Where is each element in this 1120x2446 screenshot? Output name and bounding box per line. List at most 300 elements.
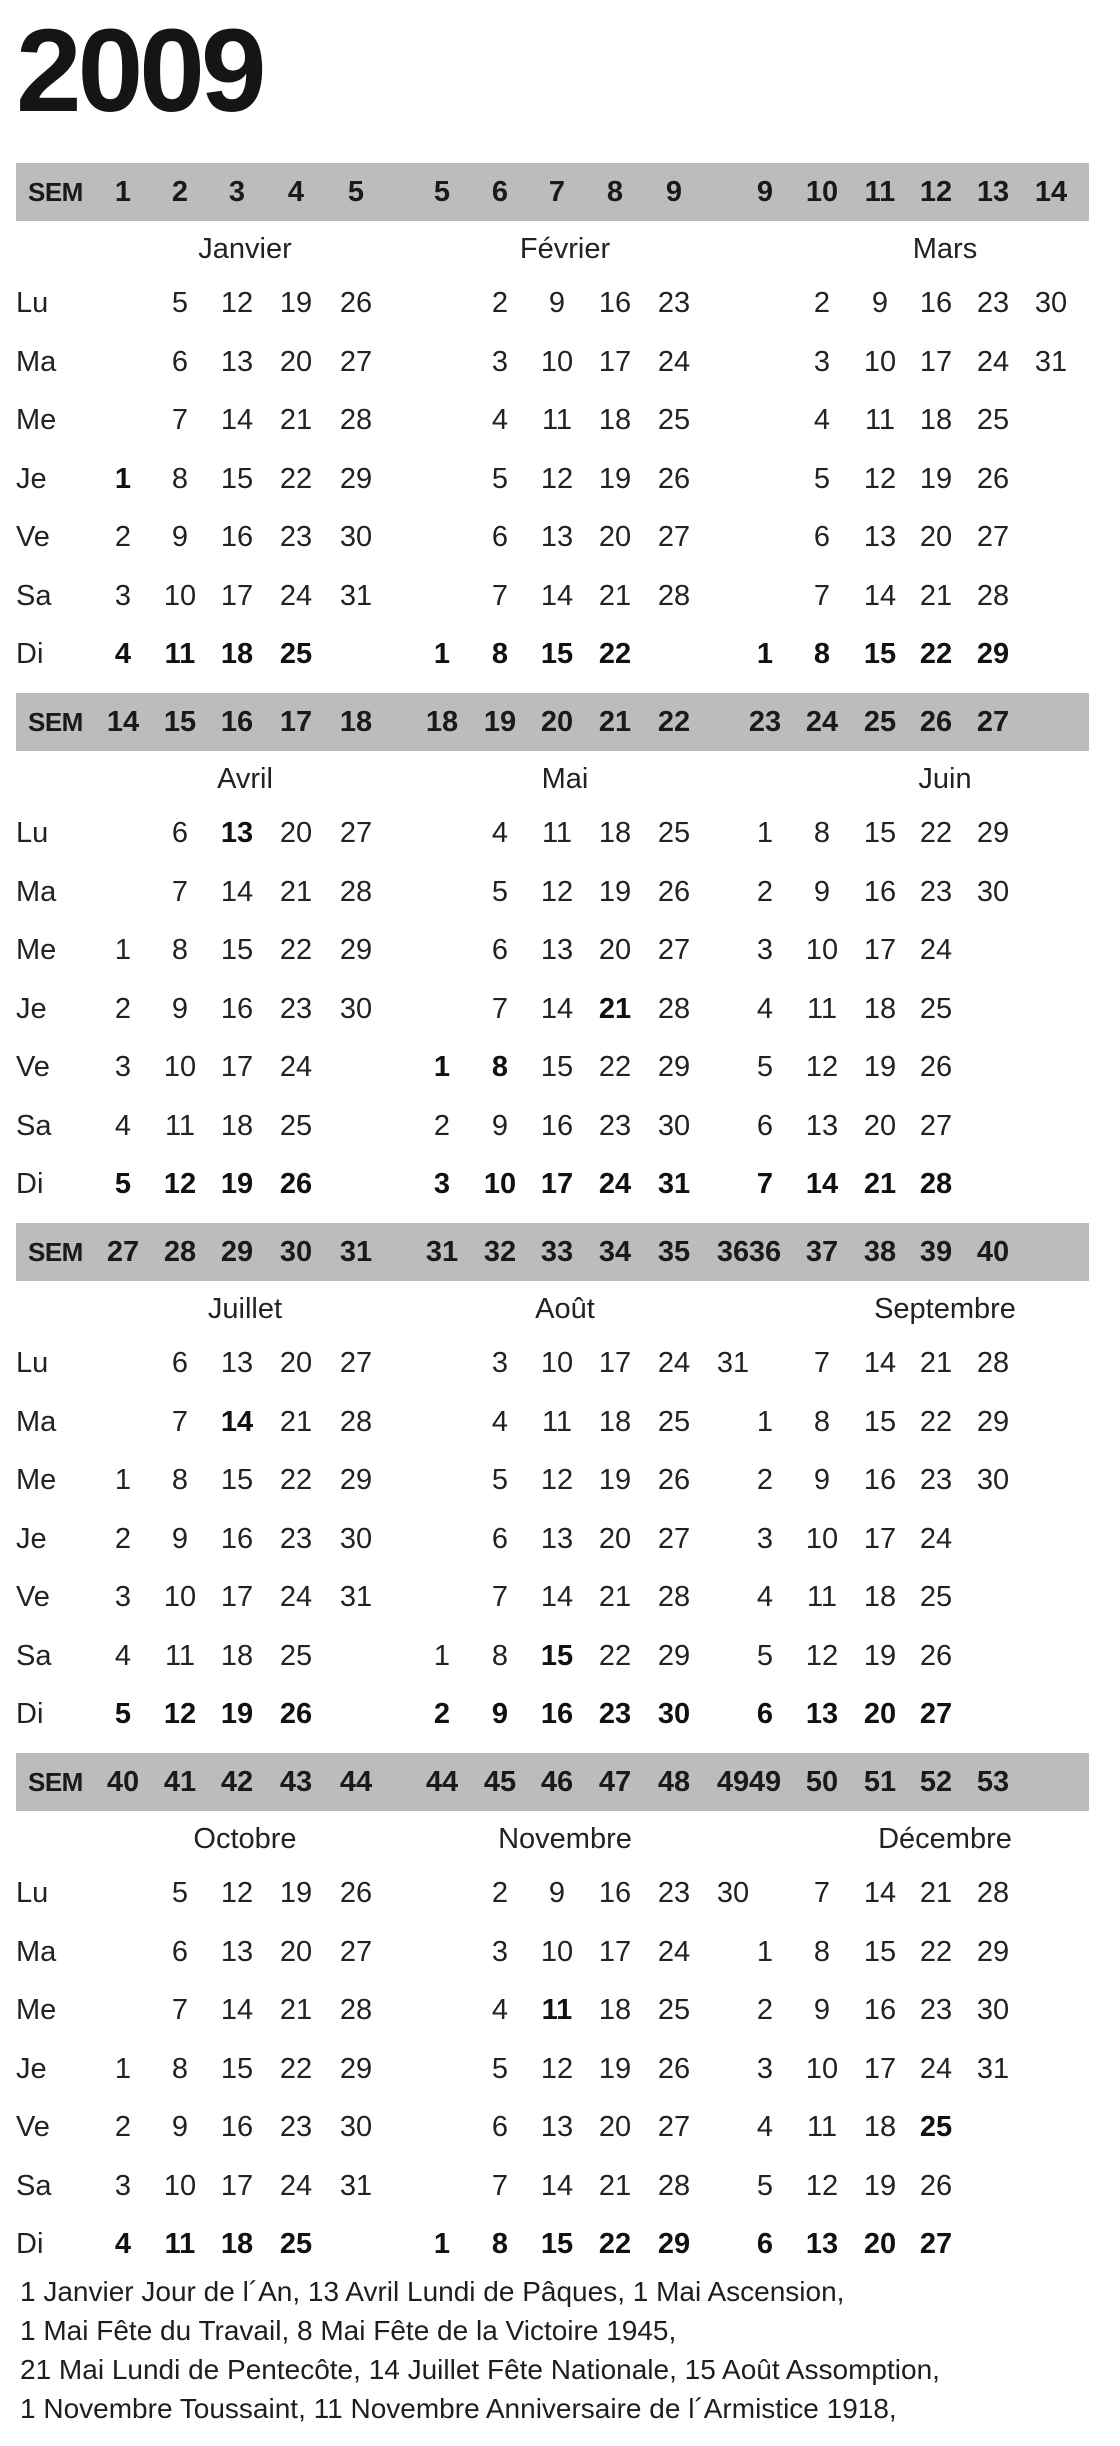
- day-cell: 27: [657, 521, 691, 553]
- day-cell: 19: [863, 1639, 897, 1672]
- day-cell: 26: [279, 1698, 313, 1730]
- day-cell: 6: [171, 345, 189, 378]
- day-cell: 26: [339, 1877, 373, 1909]
- weekday-label: Ma: [16, 1935, 57, 1968]
- day-cell: 7: [171, 1405, 189, 1438]
- day-cell: 2: [491, 1877, 509, 1909]
- day-cell: 19: [279, 287, 313, 319]
- day-cell: 14: [540, 992, 574, 1025]
- day-cell: 17: [220, 1051, 254, 1083]
- day-cell: 21: [598, 1581, 632, 1613]
- day-cell: 9: [813, 1464, 831, 1496]
- quarter-1: [0, 163, 1120, 693]
- week-number: 49: [716, 1766, 750, 1798]
- day-cell: 7: [491, 579, 509, 612]
- month-name: Janvier: [198, 233, 292, 265]
- day-cell: 12: [805, 1051, 839, 1083]
- day-cell: 9: [171, 521, 189, 553]
- day-cell: 24: [976, 345, 1010, 378]
- day-cell: 4: [491, 404, 509, 436]
- day-cell: 11: [164, 2228, 196, 2260]
- week-number: 8: [606, 176, 624, 208]
- quarter-4: [0, 1753, 1120, 2283]
- day-cell: 2: [114, 1522, 132, 1555]
- day-cell: 29: [976, 817, 1010, 849]
- day-cell: 28: [339, 404, 373, 436]
- weekday-label: Ve: [16, 1581, 50, 1613]
- day-cell: 28: [657, 579, 691, 612]
- day-cell: 26: [657, 875, 691, 908]
- day-cell: 3: [756, 934, 774, 966]
- holiday-list: [20, 2272, 1110, 2428]
- day-cell: 4: [114, 1109, 132, 1142]
- day-cell: 2: [813, 287, 831, 319]
- day-cell: 16: [863, 875, 897, 908]
- day-cell: 10: [163, 1051, 197, 1083]
- day-cell: 8: [171, 1464, 189, 1496]
- day-cell: 5: [756, 1639, 774, 1672]
- week-number-band: [16, 1753, 1089, 1811]
- weekday-label: Je: [16, 992, 47, 1025]
- month-name: Avril: [217, 763, 273, 795]
- day-cell: 6: [756, 1698, 774, 1730]
- day-cell: 16: [598, 287, 632, 319]
- day-cell: 31: [339, 579, 373, 612]
- day-cell: 5: [491, 462, 509, 495]
- day-cell: 13: [540, 1522, 574, 1555]
- day-cell: 17: [598, 345, 632, 378]
- day-cell: 4: [491, 817, 509, 849]
- week-number: 53: [976, 1766, 1010, 1798]
- day-cell: 13: [805, 1109, 839, 1142]
- day-cell: 16: [540, 1109, 574, 1142]
- day-cell: 17: [220, 1581, 254, 1613]
- day-cell: 20: [863, 1698, 897, 1730]
- day-cell: 22: [598, 1639, 632, 1672]
- day-cell: 2: [114, 521, 132, 553]
- day-cell: 25: [279, 638, 313, 670]
- day-cell: 1: [756, 817, 774, 849]
- day-cell: 4: [114, 1639, 132, 1672]
- day-cell: 10: [540, 1935, 574, 1968]
- day-cell: 5: [491, 875, 509, 908]
- day-cell: 30: [716, 1877, 750, 1909]
- day-cell: 1: [114, 1464, 132, 1496]
- day-cell: 25: [657, 1994, 691, 2026]
- day-cell: 9: [548, 1877, 566, 1909]
- day-cell: 10: [483, 1168, 517, 1200]
- day-cell: 27: [339, 1935, 373, 1968]
- day-cell: 9: [813, 1994, 831, 2026]
- day-cell: 23: [976, 287, 1010, 319]
- day-cell: 31: [657, 1168, 691, 1200]
- day-cell: 27: [339, 817, 373, 849]
- month-name: Juillet: [207, 1293, 283, 1325]
- day-cell: 2: [756, 1994, 774, 2026]
- day-cell: 22: [598, 638, 632, 670]
- day-cell: 22: [279, 462, 313, 495]
- day-cell: 8: [171, 2052, 189, 2085]
- day-cell: 2: [756, 1464, 774, 1496]
- day-cell: 7: [491, 2169, 509, 2202]
- day-cell: 12: [540, 1464, 574, 1496]
- week-number: 45: [483, 1766, 517, 1798]
- day-cell: 13: [540, 521, 574, 553]
- week-number: 23: [748, 706, 782, 738]
- week-number: 14: [1034, 176, 1068, 208]
- day-cell: 5: [491, 2052, 509, 2085]
- week-number: 6: [491, 176, 509, 208]
- day-cell: 19: [220, 1168, 254, 1200]
- day-cell: 13: [805, 1698, 839, 1730]
- quarter-2: [0, 693, 1120, 1223]
- day-cell: 3: [114, 579, 132, 612]
- day-cell: 24: [279, 1581, 313, 1613]
- month-name: Novembre: [498, 1823, 632, 1855]
- week-number: 18: [425, 706, 459, 738]
- day-cell: 18: [863, 2111, 897, 2143]
- week-number-band: [16, 1223, 1089, 1281]
- day-cell: 26: [657, 2052, 691, 2085]
- day-cell: 22: [279, 934, 313, 966]
- day-cell: 22: [919, 817, 953, 849]
- week-number: 44: [425, 1766, 459, 1798]
- week-number: 44: [339, 1766, 373, 1798]
- day-cell: 10: [863, 345, 897, 378]
- day-cell: 4: [756, 2111, 774, 2143]
- weekday-label: Me: [16, 934, 57, 966]
- day-cell: 21: [598, 2169, 632, 2202]
- day-cell: 1: [756, 1405, 774, 1438]
- day-cell: 5: [491, 1464, 509, 1496]
- day-cell: 19: [598, 875, 632, 908]
- day-cell: 11: [164, 638, 196, 670]
- day-cell: 16: [919, 287, 953, 319]
- day-cell: 25: [919, 992, 953, 1025]
- week-number: 9: [665, 176, 683, 208]
- day-cell: 21: [279, 1994, 313, 2026]
- day-cell: 15: [863, 638, 897, 670]
- day-cell: 11: [806, 2111, 838, 2143]
- day-cell: 1: [433, 2228, 451, 2260]
- day-cell: 25: [919, 1581, 953, 1613]
- day-cell: 6: [756, 2228, 774, 2260]
- calendar-year: 2009: [16, 5, 263, 137]
- day-cell: 24: [657, 345, 691, 378]
- day-cell: 20: [598, 2111, 632, 2143]
- week-number: 24: [805, 706, 839, 738]
- day-cell: 16: [863, 1994, 897, 2026]
- day-cell: 21: [919, 1877, 953, 1909]
- day-cell: 7: [813, 1347, 831, 1379]
- day-cell: 8: [491, 2228, 509, 2260]
- day-cell: 26: [919, 1051, 953, 1083]
- day-cell: 19: [598, 462, 632, 495]
- day-cell: 12: [863, 462, 897, 495]
- day-cell: 27: [657, 2111, 691, 2143]
- day-cell: 22: [279, 2052, 313, 2085]
- day-cell: 26: [657, 1464, 691, 1496]
- day-cell: 20: [279, 345, 313, 378]
- day-cell: 6: [171, 817, 189, 849]
- day-cell: 3: [114, 1051, 132, 1083]
- day-cell: 24: [279, 579, 313, 612]
- day-cell: 17: [220, 2169, 254, 2202]
- day-cell: 28: [657, 2169, 691, 2202]
- day-cell: 3: [813, 345, 831, 378]
- day-cell: 31: [1034, 345, 1068, 378]
- day-cell: 13: [220, 817, 254, 849]
- week-number: 1: [114, 176, 132, 208]
- day-cell: 14: [863, 579, 897, 612]
- month-name: Juin: [918, 763, 972, 795]
- week-label: SEM: [28, 1237, 83, 1267]
- day-cell: 9: [171, 2111, 189, 2143]
- day-cell: 22: [919, 1405, 953, 1438]
- week-number: 12: [919, 176, 953, 208]
- weekday-label: Ve: [16, 521, 50, 553]
- day-cell: 1: [756, 1935, 774, 1968]
- day-cell: 27: [657, 934, 691, 966]
- day-cell: 4: [491, 1994, 509, 2026]
- holiday-line: 1 Novembre Toussaint, 11 Novembre Anniversaire de l´Armistice 1918,: [20, 2393, 897, 2424]
- day-cell: 30: [339, 992, 373, 1025]
- day-cell: 23: [919, 1464, 953, 1496]
- day-cell: 5: [114, 1168, 132, 1200]
- weekday-label: Je: [16, 462, 47, 495]
- day-cell: 2: [756, 875, 774, 908]
- month-name: Février: [519, 233, 611, 265]
- week-number: 40: [976, 1236, 1010, 1268]
- day-cell: 6: [491, 2111, 509, 2143]
- day-cell: 18: [863, 992, 897, 1025]
- day-cell: 18: [220, 1639, 254, 1672]
- day-cell: 23: [279, 992, 313, 1025]
- day-cell: 4: [756, 992, 774, 1025]
- day-cell: 7: [171, 1994, 189, 2026]
- month-name: Octobre: [193, 1823, 297, 1855]
- day-cell: 23: [598, 1698, 632, 1730]
- day-cell: 12: [805, 2169, 839, 2202]
- day-cell: 5: [813, 462, 831, 495]
- day-cell: 5: [171, 1877, 189, 1909]
- day-cell: 11: [164, 1109, 196, 1142]
- day-cell: 7: [491, 992, 509, 1025]
- day-cell: 20: [598, 521, 632, 553]
- day-cell: 16: [863, 1464, 897, 1496]
- week-number: 43: [279, 1766, 313, 1798]
- day-cell: 29: [339, 1464, 373, 1496]
- day-cell: 17: [598, 1935, 632, 1968]
- weekday-label: Ve: [16, 2111, 50, 2143]
- day-cell: 15: [220, 2052, 254, 2085]
- week-number: 34: [598, 1236, 632, 1268]
- day-cell: 3: [491, 1935, 509, 1968]
- week-number: 4: [287, 176, 305, 208]
- day-cell: 31: [976, 2052, 1010, 2085]
- day-cell: 8: [491, 1639, 509, 1672]
- day-cell: 13: [220, 1935, 254, 1968]
- week-number: 36: [716, 1236, 750, 1268]
- day-cell: 6: [491, 521, 509, 553]
- weekday-label: Me: [16, 1994, 57, 2026]
- day-cell: 7: [813, 579, 831, 612]
- day-cell: 7: [491, 1581, 509, 1613]
- day-cell: 8: [813, 1405, 831, 1438]
- day-cell: 7: [813, 1877, 831, 1909]
- day-cell: 26: [339, 287, 373, 319]
- day-cell: 9: [171, 992, 189, 1025]
- day-cell: 3: [491, 1347, 509, 1379]
- day-cell: 7: [171, 404, 189, 436]
- day-cell: 24: [657, 1347, 691, 1379]
- day-cell: 8: [813, 817, 831, 849]
- day-cell: 2: [114, 2111, 132, 2143]
- day-cell: 5: [114, 1698, 132, 1730]
- day-cell: 12: [220, 287, 254, 319]
- week-number: 25: [863, 706, 897, 738]
- day-cell: 20: [279, 1935, 313, 1968]
- week-number: 26: [919, 706, 953, 738]
- weekday-label: Je: [16, 1522, 47, 1555]
- week-number-band: [16, 163, 1089, 221]
- day-cell: 9: [871, 287, 889, 319]
- day-cell: 14: [220, 1994, 254, 2026]
- day-cell: 16: [220, 1522, 254, 1555]
- day-cell: 28: [976, 579, 1010, 612]
- day-cell: 1: [114, 462, 132, 495]
- week-number: 18: [339, 706, 373, 738]
- day-cell: 6: [171, 1935, 189, 1968]
- day-cell: 28: [976, 1347, 1010, 1379]
- week-number: 46: [540, 1766, 574, 1798]
- month-name: Décembre: [878, 1823, 1012, 1855]
- day-cell: 27: [919, 1698, 953, 1730]
- week-number: 33: [540, 1236, 574, 1268]
- day-cell: 29: [657, 1639, 691, 1672]
- day-cell: 18: [220, 2228, 254, 2260]
- day-cell: 23: [279, 1522, 313, 1555]
- week-label: SEM: [28, 707, 83, 737]
- month-name: Septembre: [874, 1293, 1016, 1325]
- day-cell: 16: [220, 521, 254, 553]
- day-cell: 20: [279, 1347, 313, 1379]
- day-cell: 23: [919, 875, 953, 908]
- week-number: 13: [976, 176, 1010, 208]
- week-number: 21: [598, 706, 632, 738]
- day-cell: 19: [279, 1877, 313, 1909]
- day-cell: 27: [657, 1522, 691, 1555]
- day-cell: 9: [171, 1522, 189, 1555]
- day-cell: 23: [657, 287, 691, 319]
- day-cell: 21: [279, 1405, 313, 1438]
- day-cell: 25: [279, 1639, 313, 1672]
- week-number: 7: [548, 176, 566, 208]
- day-cell: 14: [540, 579, 574, 612]
- weekday-label: Lu: [16, 1347, 49, 1379]
- day-cell: 2: [491, 287, 509, 319]
- day-cell: 25: [279, 2228, 313, 2260]
- day-cell: 11: [541, 1994, 573, 2026]
- day-cell: 10: [540, 1347, 574, 1379]
- day-cell: 25: [279, 1109, 313, 1142]
- day-cell: 30: [1034, 287, 1068, 319]
- day-cell: 3: [114, 2169, 132, 2202]
- day-cell: 22: [598, 1051, 632, 1083]
- day-cell: 21: [598, 992, 632, 1025]
- day-cell: 24: [279, 1051, 313, 1083]
- weekday-label: Di: [16, 1698, 44, 1730]
- day-cell: 8: [813, 638, 831, 670]
- day-cell: 27: [919, 1109, 953, 1142]
- day-cell: 23: [279, 521, 313, 553]
- week-number: 36: [748, 1236, 782, 1268]
- day-cell: 14: [540, 2169, 574, 2202]
- day-cell: 25: [919, 2111, 953, 2143]
- weekday-label: Di: [16, 2228, 44, 2260]
- day-cell: 12: [540, 875, 574, 908]
- day-cell: 14: [220, 404, 254, 436]
- day-cell: 19: [863, 1051, 897, 1083]
- day-cell: 2: [433, 1109, 451, 1142]
- day-cell: 24: [919, 1522, 953, 1555]
- week-number: 30: [279, 1236, 313, 1268]
- week-number: 14: [106, 706, 140, 738]
- day-cell: 14: [220, 1405, 254, 1438]
- day-cell: 10: [163, 2169, 197, 2202]
- day-cell: 28: [657, 992, 691, 1025]
- day-cell: 26: [279, 1168, 313, 1200]
- day-cell: 17: [220, 579, 254, 612]
- day-cell: 2: [433, 1698, 451, 1730]
- day-cell: 30: [657, 1698, 691, 1730]
- day-cell: 19: [919, 462, 953, 495]
- day-cell: 8: [491, 1051, 509, 1083]
- day-cell: 17: [863, 2052, 897, 2085]
- day-cell: 18: [863, 1581, 897, 1613]
- week-number: 52: [919, 1766, 953, 1798]
- week-number: 5: [433, 176, 451, 208]
- day-cell: 20: [863, 1109, 897, 1142]
- day-cell: 1: [433, 1051, 451, 1083]
- week-number: 51: [863, 1766, 897, 1798]
- day-cell: 19: [863, 2169, 897, 2202]
- day-cell: 28: [339, 1405, 373, 1438]
- weekday-label: Di: [16, 1168, 44, 1200]
- day-cell: 29: [657, 2228, 691, 2260]
- day-cell: 29: [657, 1051, 691, 1083]
- week-number: 50: [805, 1766, 839, 1798]
- day-cell: 28: [976, 1877, 1010, 1909]
- week-number: 10: [805, 176, 839, 208]
- day-cell: 21: [279, 875, 313, 908]
- day-cell: 1: [433, 638, 451, 670]
- day-cell: 1: [756, 638, 774, 670]
- week-number-band: [16, 693, 1089, 751]
- day-cell: 24: [919, 2052, 953, 2085]
- weekday-label: Sa: [16, 2169, 52, 2202]
- day-cell: 29: [976, 1405, 1010, 1438]
- week-number: 48: [657, 1766, 691, 1798]
- day-cell: 10: [805, 1522, 839, 1555]
- day-cell: 20: [598, 1522, 632, 1555]
- day-cell: 8: [171, 462, 189, 495]
- day-cell: 15: [540, 638, 574, 670]
- day-cell: 31: [716, 1347, 750, 1379]
- day-cell: 25: [657, 1405, 691, 1438]
- day-cell: 27: [339, 345, 373, 378]
- week-number: 17: [279, 706, 313, 738]
